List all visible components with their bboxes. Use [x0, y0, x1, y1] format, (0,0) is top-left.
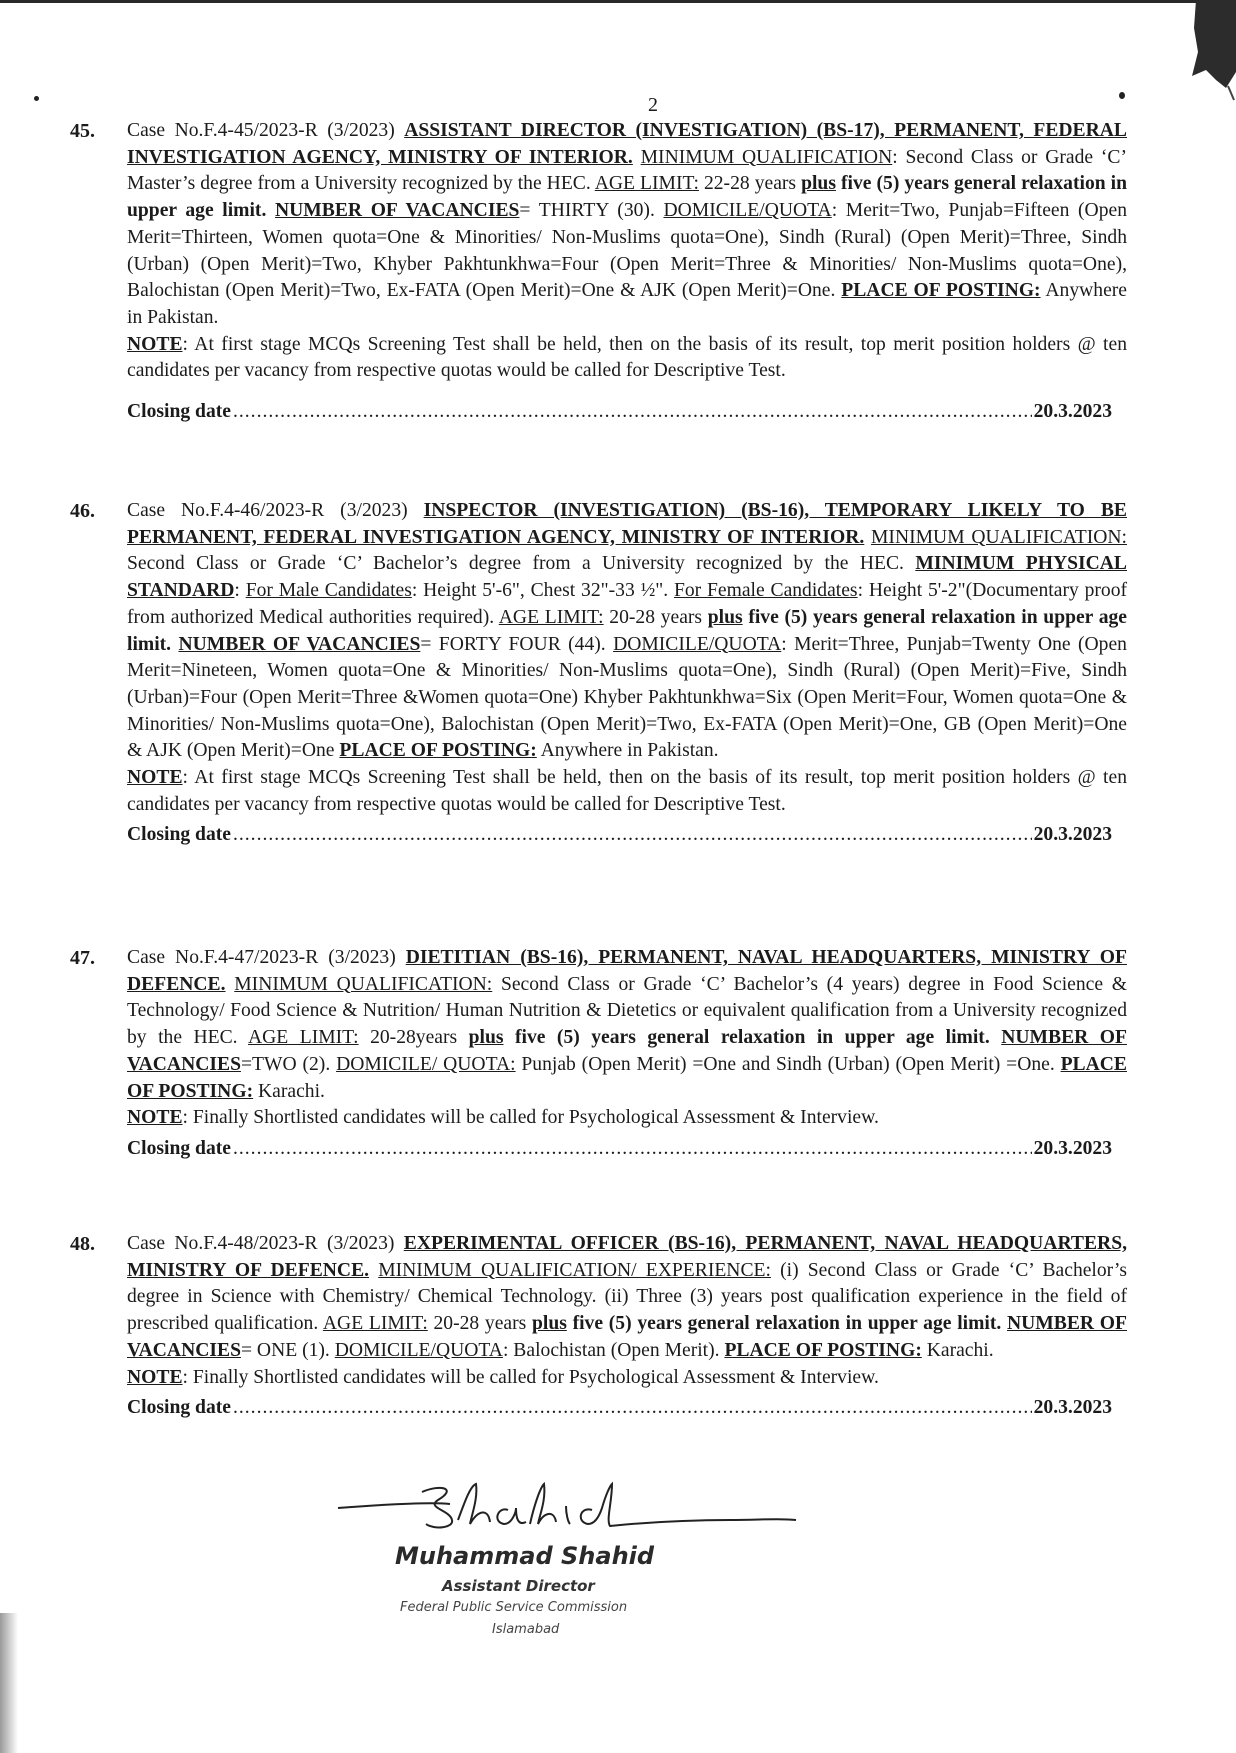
note-label: NOTE — [127, 333, 183, 355]
plus-word: plus — [531, 1313, 567, 1335]
posting-text: Karachi. — [921, 1339, 994, 1361]
dot-leader — [233, 1395, 1032, 1422]
vacancies-text: = FORTY FOUR (44). — [420, 633, 614, 655]
page-number: 2 — [648, 94, 658, 116]
post-title: ASSISTANT DIRECTOR (INVESTIGATION) (BS-17), PERMANENT, FEDERAL INVESTIGATION AGENCY, MINISTRY OF INTERIOR. — [127, 120, 1127, 168]
qualification-text: : Second Class or Grade ‘C’ Master’s degree from a University recognized by the HEC. — [127, 146, 1127, 195]
plus-word: plus — [801, 173, 836, 195]
posting-text: Anywhere in Pakistan. — [536, 740, 719, 762]
domicile-label: DOMICILE/QUOTA — [613, 633, 782, 655]
posting-label: PLACE OF POSTING: — [841, 280, 1041, 302]
domicile-text: : Merit=Two, Punjab=Fifteen (Open Merit=Thirteen, Women quota=One & Minorities/ Non-Muslims quota=One), Sindh (Rural) (Open Merit)=Three, Sindh (Urban) (Open Merit)=Two, Khyber Pakhtunkhwa=Four (Open Merit=Three & Minorities/ Non-Muslims quota=One), Balochistan (Open Merit)=Two, Ex-FATA (Open Merit)=One & AJK (Open Merit)=One. — [127, 200, 1127, 302]
closing-date-row — [127, 1136, 1127, 1163]
entry-number: 46. — [70, 500, 95, 522]
closing-date-label: Closing date — [127, 1137, 231, 1159]
note-label: NOTE — [127, 1107, 183, 1129]
entry-body — [127, 498, 1127, 849]
posting-label: PLACE OF POSTING: — [724, 1339, 922, 1361]
age-limit-label: AGE LIMIT: — [322, 1313, 428, 1335]
domicile-label: DOMICILE/ QUOTA: — [336, 1053, 516, 1075]
signatory-name: Muhammad Shahid — [395, 1542, 655, 1570]
age-limit-text: 20-28 years — [603, 606, 708, 628]
note-text: : Finally Shortlisted candidates will be called for Psychological Assessment & Interview. — [182, 1107, 879, 1129]
qualification-label: MINIMUM QUALIFICATION/ EXPERIENCE: — [378, 1259, 771, 1281]
scan-edge-shadow — [0, 1613, 18, 1753]
closing-date-label: Closing date — [127, 824, 231, 846]
male-candidates-text: : Height 5'-6", Chest 32"-33 ½". — [411, 580, 674, 602]
plus-word: plus — [707, 606, 743, 628]
signatory-organization: Federal Public Service Commission — [400, 1600, 628, 1615]
case-number: Case No.F.4-47/2023-R (3/2023) — [127, 947, 406, 968]
age-limit-label: AGE LIMIT: — [247, 1027, 359, 1049]
age-limit-text: 22-28 years — [698, 173, 802, 195]
age-limit-text: 20-28 years — [427, 1313, 532, 1335]
page-top-edge — [0, 0, 1236, 3]
physical-standard-text: : — [234, 580, 246, 602]
closing-date-value: 20.3.2023 — [1033, 401, 1112, 423]
posting-label: PLACE OF POSTING: — [127, 1053, 1127, 1102]
dot-leader — [233, 399, 1032, 426]
signatory-designation: Assistant Director — [442, 1577, 595, 1595]
vacancies-label: NUMBER OF VACANCIES — [127, 1313, 1128, 1361]
closing-date-row — [127, 1395, 1127, 1422]
vacancies-text: = ONE (1). — [240, 1339, 335, 1361]
note-label: NOTE — [127, 767, 183, 789]
post-title: EXPERIMENTAL OFFICER (BS-16), PERMANENT, NAVAL HEADQUARTERS, MINISTRY OF DEFENCE. — [127, 1233, 1127, 1281]
physical-standard-label: MINIMUM PHYSICAL STANDARD — [127, 553, 1128, 602]
domicile-text: : Merit=Three, Punjab=Twenty One (Open Merit=Nineteen, Women quota=One & Minorities/ Non-Muslims quota=One), Sindh (Rural) (Open Merit)=Five, Sindh (Urban)=Four (Open Merit=Three &Women quota=One) Khyber Pakhtunkhwa=Six (Open Merit=Four, Women quota=One & Minorities/ Non-Muslims quota=One), Balochistan (Open Merit)=Two, Ex-FATA (Open Merit)=One, GB (Open Merit)=One & AJK (Open Merit)=One — [127, 633, 1127, 762]
posting-label: PLACE OF POSTING: — [339, 740, 537, 762]
case-number: Case No.F.4-45/2023-R (3/2023) — [127, 120, 405, 141]
scan-speck — [1119, 92, 1125, 99]
relaxation-text: five (5) years general relaxation in upper age limit. — [566, 1313, 1007, 1335]
closing-date-label: Closing date — [127, 1397, 231, 1419]
case-number: Case No.F.4-46/2023-R (3/2023) — [127, 500, 424, 521]
entry-number: 48. — [70, 1233, 95, 1255]
scan-speck — [34, 96, 39, 101]
qualification-text: (i) Second Class or Grade ‘C’ Bachelor’s degree in Science with Chemistry/ Chemical Technology. (ii) Three (3) years post qualification experience in the field of prescribed qualification. — [127, 1259, 1127, 1335]
qualification-label: MINIMUM QUALIFICATION: — [234, 973, 493, 995]
female-candidates-text: : Height 5'-2"(Documentary proof from authorized Medical authorities required). — [127, 580, 1128, 628]
male-candidates-label: For Male Candidates — [245, 580, 412, 602]
qualification-label: MINIMUM QUALIFICATION: — [871, 526, 1127, 548]
note-label: NOTE — [127, 1366, 183, 1388]
age-limit-label: AGE LIMIT: — [594, 173, 699, 195]
domicile-text: : Balochistan (Open Merit). — [502, 1339, 725, 1361]
vacancies-label: NUMBER OF VACANCIES — [178, 633, 421, 655]
posting-text: Anywhere in Pakistan. — [127, 280, 1127, 328]
closing-date-value: 20.3.2023 — [1033, 1397, 1112, 1419]
entry-number: 45. — [70, 120, 95, 142]
note-text: : At first stage MCQs Screening Test shall be held, then on the basis of its result, top merit position holders @ ten candidates per vacancy from respective quotas would be called for Descriptive Test. — [127, 333, 1127, 382]
post-title: DIETITIAN (BS-16), PERMANENT, NAVAL HEADQUARTERS, MINISTRY OF DEFENCE. — [127, 947, 1127, 995]
vacancies-label: NUMBER OF VACANCIES — [274, 200, 520, 222]
note-text: : At first stage MCQs Screening Test shall be held, then on the basis of its result, top merit position holders @ ten candidates per vacancy from respective quotas would be called for Descriptive Test. — [127, 767, 1127, 815]
age-limit-label: AGE LIMIT: — [498, 606, 604, 628]
entry-body — [127, 1231, 1127, 1422]
case-number: Case No.F.4-48/2023-R (3/2023) — [127, 1233, 404, 1254]
domicile-label: DOMICILE/QUOTA — [334, 1339, 503, 1361]
entry-body — [127, 945, 1127, 1163]
note-text: : Finally Shortlisted candidates will be called for Psychological Assessment & Interview. — [182, 1366, 879, 1388]
closing-date-value: 20.3.2023 — [1033, 824, 1112, 846]
closing-date-label: Closing date — [127, 401, 231, 423]
age-limit-text: 20-28years — [358, 1027, 469, 1049]
post-title: INSPECTOR (INVESTIGATION) (BS-16), TEMPORARY LIKELY TO BE PERMANENT, FEDERAL INVESTIGATION AGENCY, MINISTRY OF INTERIOR. — [127, 500, 1127, 548]
plus-word: plus — [468, 1027, 504, 1049]
posting-text: Karachi. — [253, 1080, 325, 1102]
entry-body — [127, 118, 1127, 426]
dot-leader — [233, 822, 1032, 849]
domicile-label: DOMICILE/QUOTA — [663, 200, 832, 222]
vacancies-text: = THIRTY (30). — [519, 200, 664, 222]
qualification-label: MINIMUM QUALIFICATION — [640, 146, 893, 168]
qualification-text: Second Class or Grade ‘C’ Bachelor’s (4 years) degree in Food Science & Technology/ Food Science & Nutrition/ Human Nutrition & Dietetics or equivalent qualification from a University recognized by the HEC. — [127, 973, 1128, 1049]
torn-corner-mark — [1156, 0, 1236, 110]
relaxation-text: five (5) years general relaxation in upper age limit. — [127, 606, 1128, 655]
signatory-city: Islamabad — [492, 1622, 560, 1637]
closing-date-row — [127, 822, 1127, 849]
relaxation-text: five (5) years general relaxation in upper age limit. — [503, 1027, 1002, 1049]
qualification-text: Second Class or Grade ‘C’ Bachelor’s degree from a University recognized by the HEC. — [127, 553, 916, 575]
domicile-text: Punjab (Open Merit) =One and Sindh (Urban) (Open Merit) =One. — [515, 1053, 1061, 1075]
vacancies-text: =TWO (2). — [240, 1053, 337, 1075]
relaxation-text: five (5) years general relaxation in upper age limit. — [127, 173, 1128, 222]
female-candidates-label: For Female Candidates — [673, 580, 858, 602]
closing-date-row — [127, 399, 1127, 426]
dot-leader — [233, 1136, 1032, 1163]
closing-date-value: 20.3.2023 — [1033, 1137, 1112, 1159]
vacancies-label: NUMBER OF VACANCIES — [127, 1027, 1127, 1075]
entry-number: 47. — [70, 947, 95, 969]
